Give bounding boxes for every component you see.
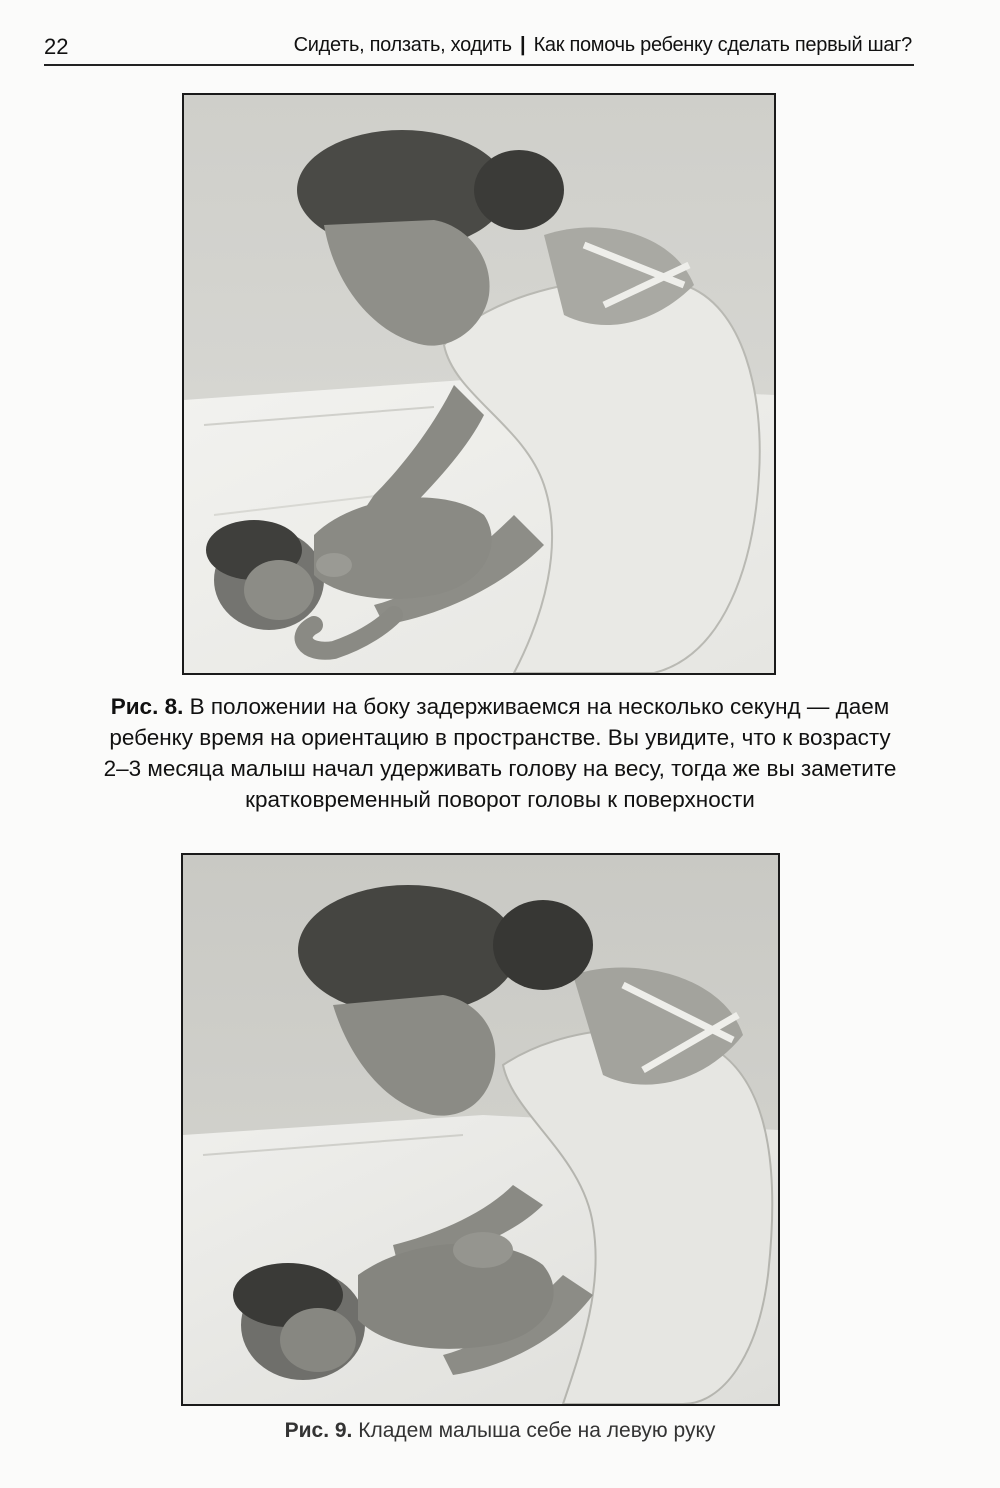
figure-9-caption [100,1416,900,1446]
running-title-left: Сидеть, ползать, ходить [293,34,512,56]
figure-9-text: Кладем малыша себе на левую руку [358,1419,716,1442]
figure-9-label: Рис. 9. [284,1419,353,1442]
caption-line-4: кратковременный поворот головы к поверхности [245,787,755,812]
caption-line-1: В положении на боку задерживаемся на несколько секунд — даем [189,694,890,719]
figure-8-photo [182,93,776,675]
figure-8-illustration [184,95,774,673]
caption-line-3: 2–3 месяца малыш начал удерживать голову на весу, тогда же вы заметите [103,756,897,781]
mother-hair [298,885,518,1015]
caption-line-2: ребенку время на ориентацию в пространстве. Вы увидите, что к возрасту [109,725,891,750]
figure-8-caption [60,691,940,815]
figure-8-label: Рис. 8. [110,694,184,719]
page-number: 22 [44,34,69,59]
caption-line [60,691,940,722]
running-title-right: Как помочь ребенку сделать первый шаг? [533,34,912,56]
page-header [44,30,914,66]
figure-9-illustration [183,855,778,1404]
baby-body [358,1244,554,1349]
running-title [294,34,912,57]
figure-9-photo [181,853,780,1406]
running-title-separator: | [520,34,526,56]
